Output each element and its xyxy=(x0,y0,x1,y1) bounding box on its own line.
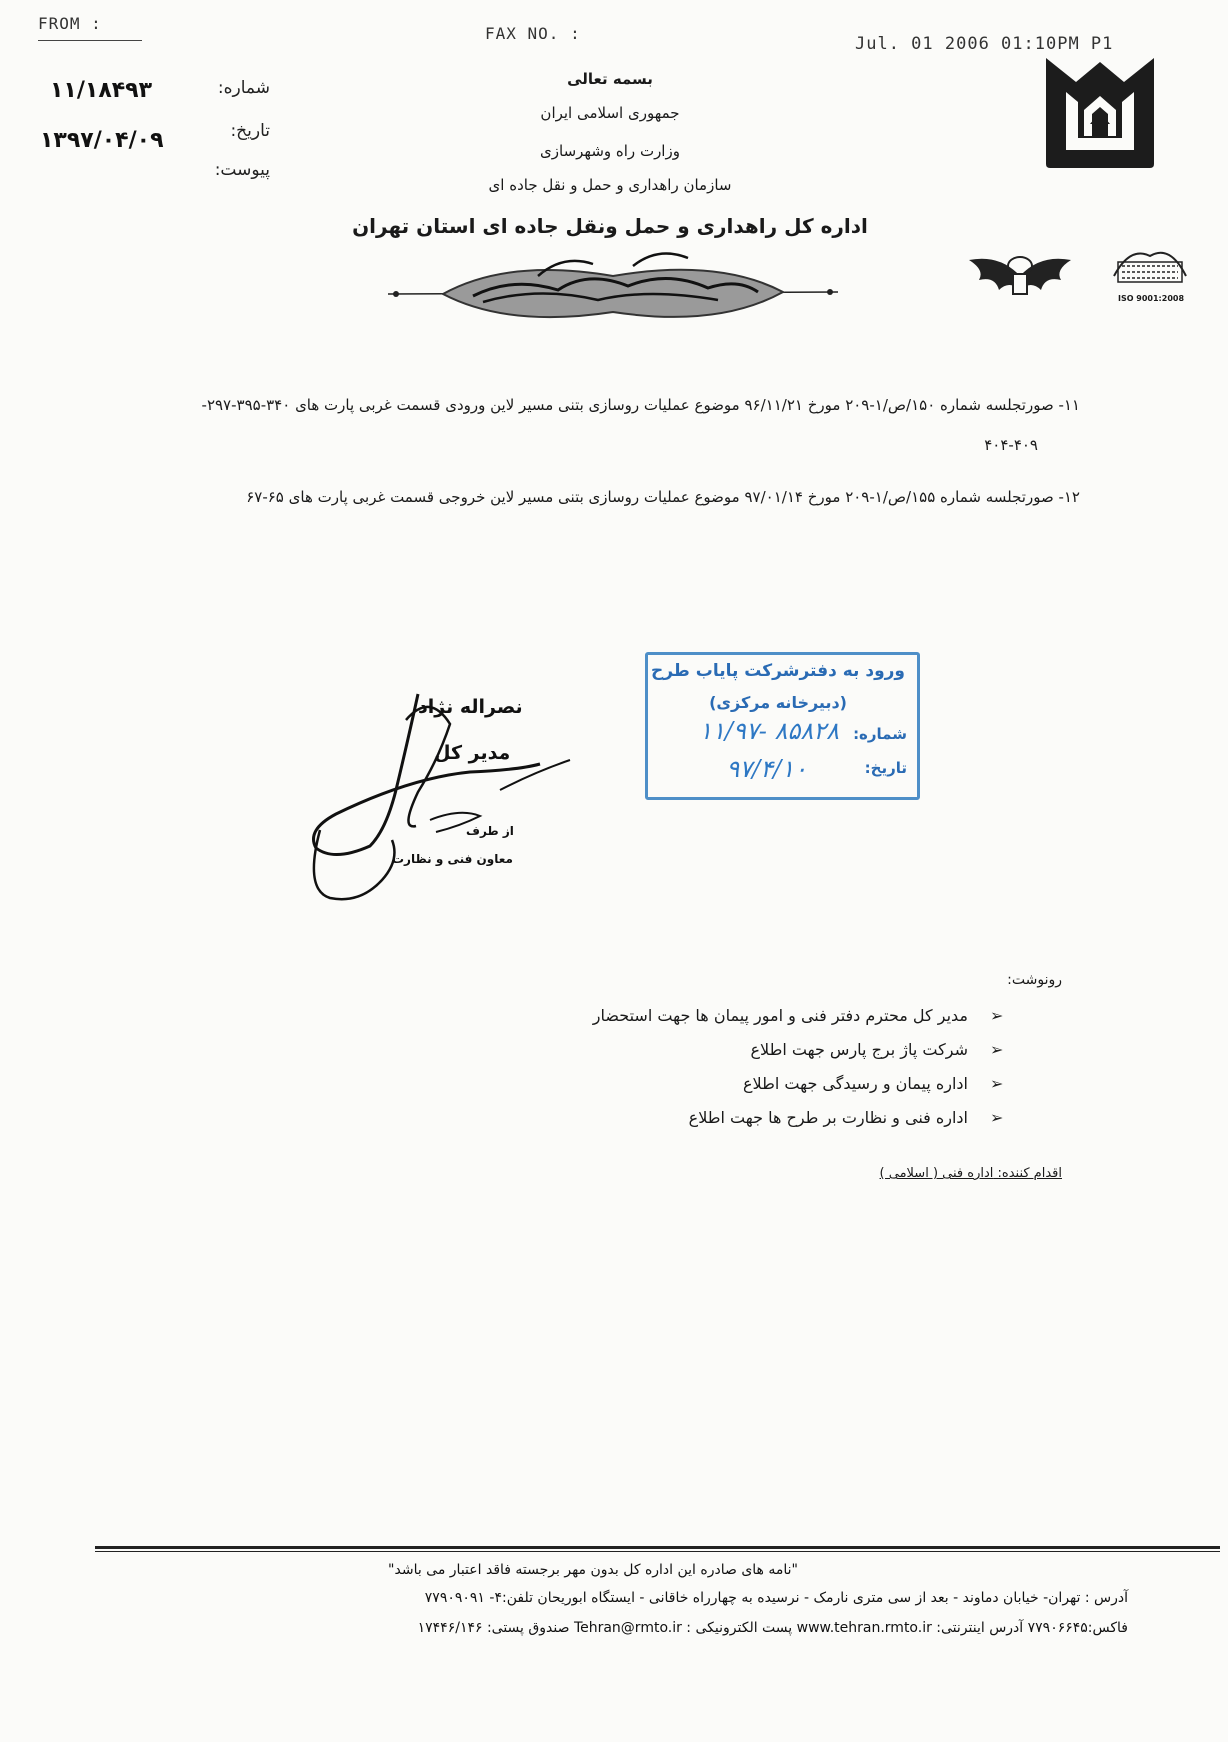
signer-name: نصراله نژاد xyxy=(418,696,523,718)
letter-date-value: ۱۳۹۷/۰۴/۰۹ xyxy=(40,128,164,153)
footer-rule-top xyxy=(95,1546,1220,1549)
calligraphy-banner-icon xyxy=(388,246,838,330)
ministry-logo-icon xyxy=(1040,52,1160,174)
cc-bullet-icon: ➢ xyxy=(990,1040,1004,1059)
letter-number-value: ۱۱/۱۸۴۹۳ xyxy=(50,78,153,103)
cc-bullet-icon: ➢ xyxy=(990,1006,1004,1025)
winged-emblem-icon xyxy=(965,250,1075,302)
signer-deputy: معاون فنی و نظارت xyxy=(392,852,513,866)
footer-notice: "نامه های صادره این اداره کل بدون مهر برجسته فاقد اعتبار می باشد" xyxy=(388,1562,798,1578)
letter-date-label: تاریخ: xyxy=(230,121,270,141)
attachment-label: پیوست: xyxy=(214,160,270,180)
footer-address: آدرس : تهران- خیابان دماوند - بعد از سی متری نارمک - نرسیده به چهارراه خاقانی - ایستگاه ابوریحان تلفن:۴- ۷۷۹۰۹۰۹۱ xyxy=(424,1590,1128,1606)
fax-from-line xyxy=(38,40,142,41)
cc-label: رونوشت: xyxy=(1007,972,1062,988)
basmala: بسمه تعالی xyxy=(567,70,653,88)
iso-certification-icon xyxy=(1110,236,1190,296)
action-by-value: اداره فنی ( اسلامی ) xyxy=(879,1166,994,1181)
cc-item: اداره پیمان و رسیدگی جهت اطلاع xyxy=(743,1074,968,1093)
fax-date-page: Jul. 01 2006 01:10PM P1 xyxy=(855,34,1114,54)
action-by xyxy=(880,1166,1062,1181)
action-by-label: اقدام کننده: xyxy=(997,1166,1062,1181)
footer-contact: فاکس:۷۷۹۰۶۶۴۵ آدرس اینترنتی: www.tehran.rmto.ir پست الکترونیکی : Tehran@rmto.ir صندوق پستی: ۱۷۴۴۶/۱۴۶ xyxy=(417,1620,1128,1636)
header-department: اداره کل راهداری و حمل ونقل جاده ای استان تهران xyxy=(352,214,868,238)
header-organization: سازمان راهداری و حمل و نقل جاده ای xyxy=(488,176,732,194)
stamp-number-label: شماره: xyxy=(853,725,907,743)
stamp-title: ورود به دفترشرکت پایاب طرح xyxy=(650,661,905,681)
cc-bullet-icon: ➢ xyxy=(990,1074,1004,1093)
stamp-number-value: ۸۵۸۲۸ -۱۱/۹۷ xyxy=(699,717,839,745)
signer-on-behalf: از طرف xyxy=(466,824,514,838)
fax-from-label: FROM : xyxy=(38,14,102,33)
fax-number-label: FAX NO. : xyxy=(485,24,581,43)
stamp-date-value: ۹۷/۴/۱۰ xyxy=(726,755,807,783)
item-12: ۱۲- صورتجلسه شماره ۱۵۵/ص/۱-۲۰۹ مورخ ۹۷/۰۱/۱۴ موضوع عملیات روسازی بتنی مسیر لاین خروجی قسمت غربی پارت های ۶۵-۶۷ xyxy=(246,488,1080,506)
header-country: جمهوری اسلامی ایران xyxy=(540,104,680,122)
cc-item: اداره فنی و نظارت بر طرح ها جهت اطلاع xyxy=(688,1108,968,1127)
registration-stamp xyxy=(645,652,920,800)
cc-item: شرکت پاژ برج پارس جهت اطلاع xyxy=(750,1040,968,1059)
stamp-subtitle: (دبیرخانه مرکزی) xyxy=(709,693,847,712)
cc-bullet-icon: ➢ xyxy=(990,1108,1004,1127)
cc-item: مدیر کل محترم دفتر فنی و امور پیمان ها جهت استحضار xyxy=(592,1006,968,1025)
item-11-line-2: ۴۰۴-۴۰۹ xyxy=(984,436,1038,454)
header-ministry: وزارت راه وشهرسازی xyxy=(540,142,680,160)
footer-rule-bottom xyxy=(95,1551,1220,1552)
item-11-line-1: ۱۱- صورتجلسه شماره ۱۵۰/ص/۱-۲۰۹ مورخ ۹۶/۱۱/۲۱ موضوع عملیات روسازی بتنی مسیر لاین ورودی قسمت غربی پارت های ۳۴۰-۳۹۵-۲۹۷- xyxy=(201,396,1080,414)
stamp-date-label: تاریخ: xyxy=(864,759,907,777)
iso-certification-text: ISO 9001:2008 xyxy=(1117,294,1185,303)
letter-number-label: شماره: xyxy=(217,78,270,98)
signer-title: مدیر کل xyxy=(434,742,511,764)
